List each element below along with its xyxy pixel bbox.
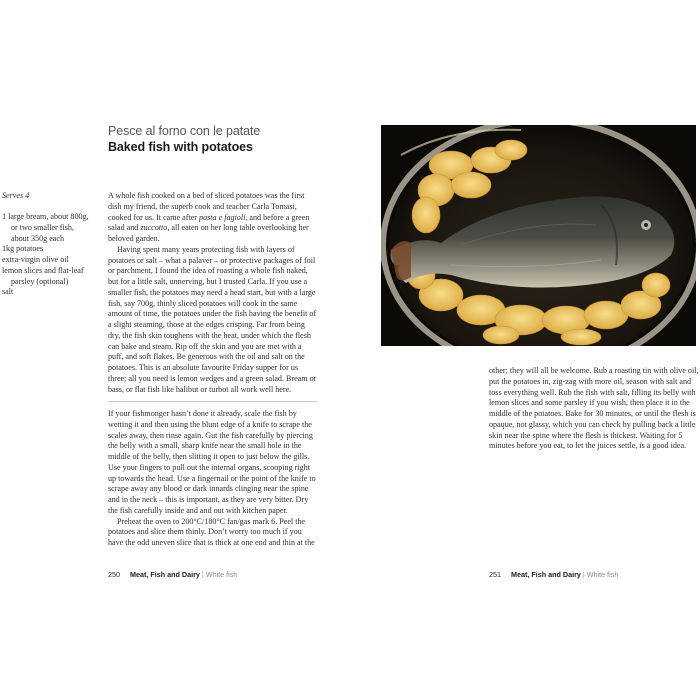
page-number: 250 [108,570,120,579]
ingredient-item: extra-virgin olive oil [2,255,69,264]
intro-paragraph: Having spent many years protecting fish with layers of potatoes or salt – what a palaver – or protective packages of foil or parchment, I found the idea of roasting a whole fish naked, but for a little salt, unnerving, but I trusted Carla. If you use a smaller fish, the potatoes may need a head start, but with a large fish, say 700g, thinly sliced potatoes will cook in the same amount of time, the potatoes under the fish having the benefit of a slight steaming, those at the edges crisping. Far from being dry, the fish skin toughens with the heat, under which the flesh can bake and steam. Rip off the skin and you are met with a puff, and soft flakes. Be generous with the oil and salt on the potatoes. This is an absolute favourite Friday supper for us three; all you need is lemon wedges and a green salad. Bream or bass, or flat fish like halibut or turbot all work well here. [108,244,317,394]
footer-separator: | [582,570,585,579]
fish-photo [381,125,696,346]
ingredient-item: lemon slices and flat-leaf parsley (optional) [2,265,84,286]
ingredient-item: salt [2,287,14,297]
ingredient-list [2,212,106,298]
ingredient-item: 1 large bream, about 800g, or two smaller fish, about 350g each [2,212,89,243]
recipe-method-continued [489,366,699,452]
method-paragraph: other; they will all be welcome. Rub a roasting tin with olive oil, put the potatoes in, zig-zag with more oil, season with salt and toss everything well. Rub the fish with salt, filling its belly with lemon slices and some parsley if you wish, then place it in the middle of the potatoes. Bake for 30 minutes, or until the flesh is opaque, not glassy, which you can check by pulling back a little skin near the spine where the flesh is thickest. Waiting for 5 minutes before you eat, to let the juices settle, is a good idea. [489,366,699,451]
subsection-title: White fish [586,570,619,579]
baked-fish-image [381,125,696,346]
recipe-intro [108,191,318,395]
ingredient-item: 1kg potatoes [2,244,44,254]
page-footer-left [108,570,237,579]
recipe-title-italian: Pesce al forno con le patate [108,124,261,138]
subsection-title: White fish [205,570,238,579]
chapter-title: Meat, Fish and Dairy [130,570,200,579]
method-paragraph: If your fishmonger hasn’t done it already, scale the fish by wetting it and then using the blunt edge of a knife to scrape the scales away, then rinse again. Gut the fish carefully by piercing the belly with a small, sharp knife near the small hole in the middle of the belly, then slitting it open to just below the gills. Use your fingers to pull out the internal organs, scooping right up towards the head. Use a fingernail or the point of the knife to scrape away any blood or dark innards clinging near the spine and in the neck – this is important, as they are very bitter. Dry the fish carefully inside and and out with kitchen paper. [108,409,316,515]
footer-separator: | [201,570,204,579]
recipe-method [108,409,318,549]
page-number: 251 [489,570,501,579]
recipe-title-english: Baked fish with potatoes [108,140,253,154]
serves-label: Serves 4 [2,191,30,200]
chapter-title: Meat, Fish and Dairy [511,570,581,579]
section-divider [108,401,317,402]
page-footer-right [489,570,618,579]
intro-paragraph: A whole fish cooked on a bed of sliced potatoes was the first dish my friend, the superb cook and teacher Carla Tomasi, cooked for us. It came after pasta e fagioli, and before a green salad and zuccotto, all eaten on her long table overlooking her beloved garden. [108,191,310,243]
method-paragraph: Preheat the oven to 200°C/180°C fan/gas mark 6. Peel the potatoes and slice them thinly. Don’t worry too much if you have the odd uneven slice that is thick at one end and thin at the [108,516,315,547]
